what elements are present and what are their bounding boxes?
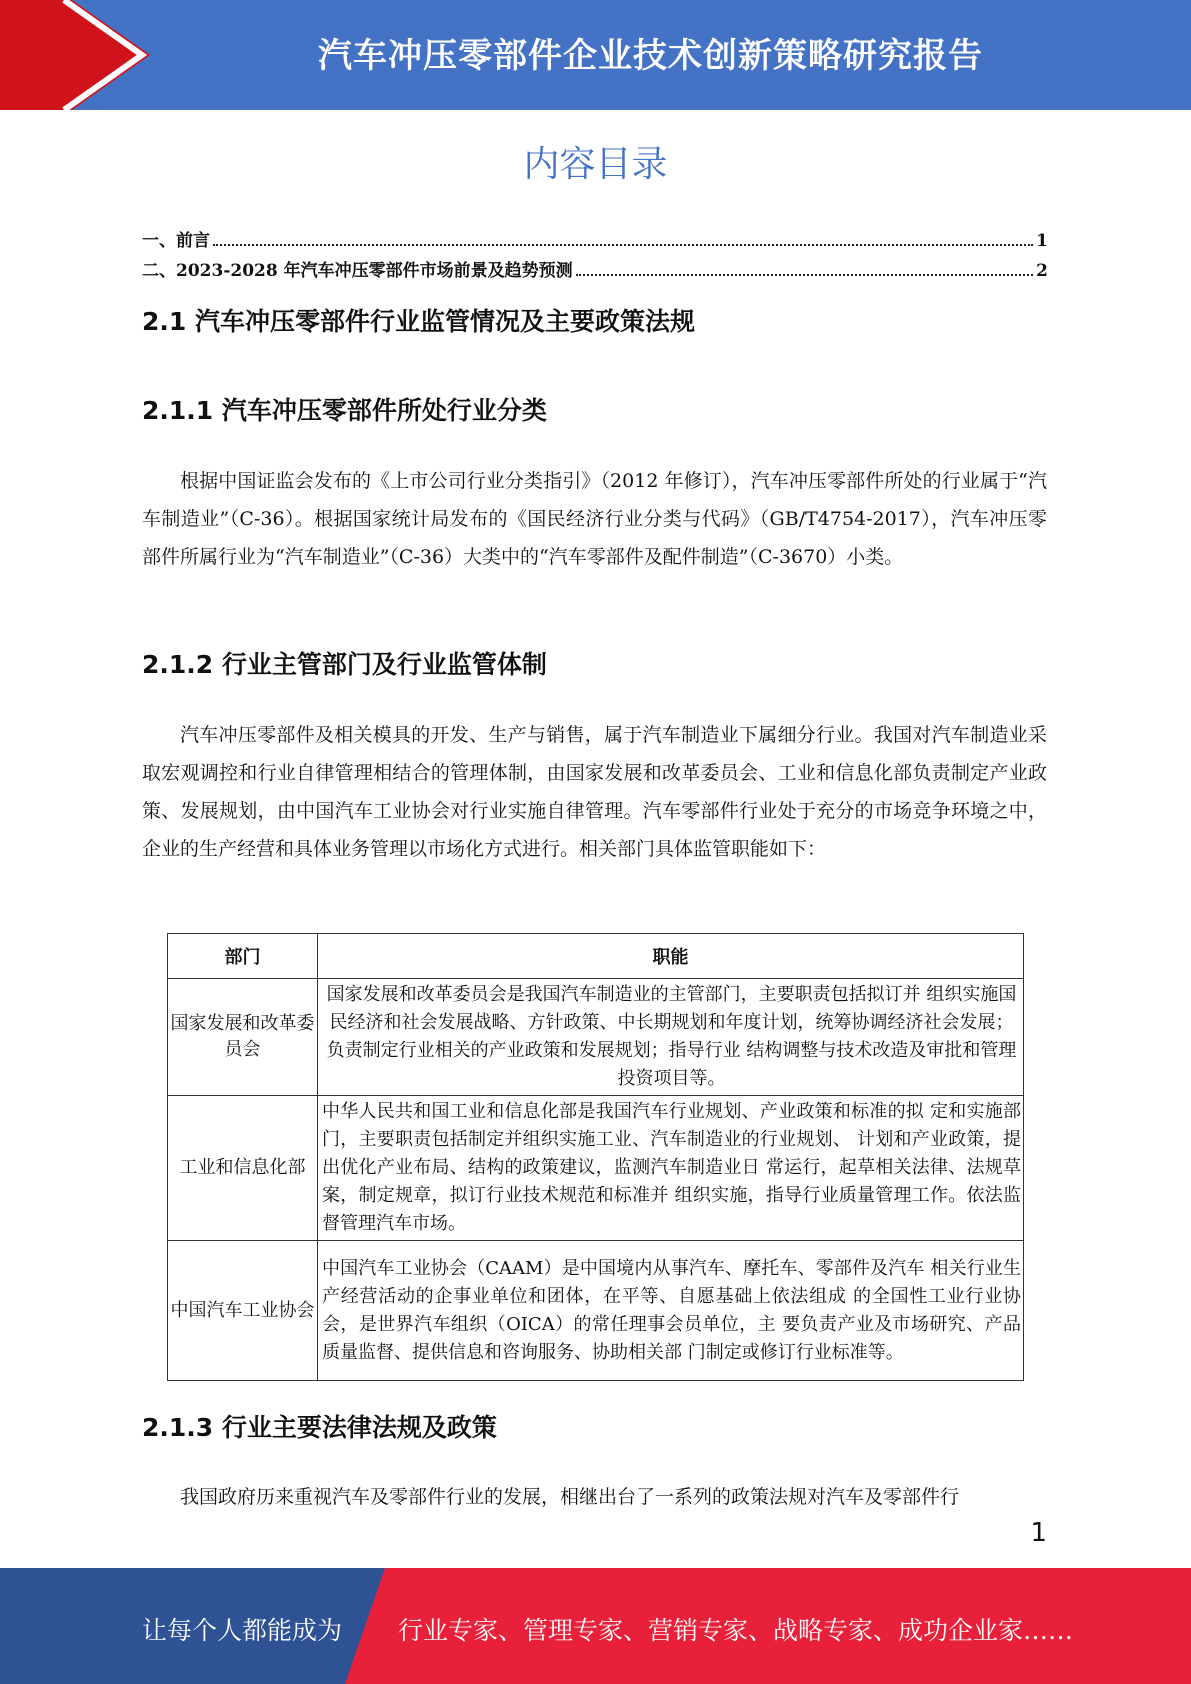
toc-leader-dots <box>213 243 1033 246</box>
table-row <box>168 979 1024 1096</box>
paragraph-regulatory-system: 汽车冲压零部件及相关模具的开发、生产与销售，属于汽车制造业下属细分行业。我国对汽车制造业采取宏观调控和行业自律管理相结合的管理体制，由国家发展和改革委员会、工业和信息化部负责制定产业政策、发展规划，由中国汽车工业协会对行业实施自律管理。汽车零部件行业处于充分的市场竞争环境之中，企业的生产经营和具体业务管理以市场化方式进行。相关部门具体监管职能如下： <box>142 724 1047 860</box>
dept-cell: 中国汽车工业协会 <box>168 1241 318 1381</box>
regulatory-duties-table <box>167 933 1024 1381</box>
toc-item-label: 二、2023-2028 年汽车冲压零部件市场前景及趋势预测 <box>142 261 573 281</box>
toc-item[interactable] <box>142 256 1048 286</box>
page-footer <box>0 1568 1191 1684</box>
table-of-contents <box>142 226 1048 286</box>
section-heading-2-1: 2.1 汽车冲压零部件行业监管情况及主要政策法规 <box>142 307 695 336</box>
toc-item-page: 2 <box>1036 261 1048 281</box>
section-heading-2-1-3: 2.1.3 行业主要法律法规及政策 <box>142 1413 497 1442</box>
footer-slogan-left: 让每个人都能成为 <box>142 1616 343 1645</box>
section-heading-2-1-1: 2.1.1 汽车冲压零部件所处行业分类 <box>142 396 547 425</box>
header-arrow-decoration <box>0 0 160 110</box>
toc-item-label: 一、前言 <box>142 231 210 251</box>
table-header-row <box>168 934 1024 979</box>
toc-item-page: 1 <box>1036 231 1048 251</box>
table-header-dept: 部门 <box>168 934 318 979</box>
duty-cell: 国家发展和改革委员会是我国汽车制造业的主管部门，主要职责包括拟订并 组织实施国民经济和社会发展战略、方针政策、中长期规划和年度计划，统筹协调经济社会发展；负责制定行业相关的产业政策和发展规划；指导行业 结构调整与技术改造及审批和管理投资项目等。 <box>318 979 1024 1096</box>
duty-cell: 中国汽车工业协会（CAAM）是中国境内从事汽车、摩托车、零部件及汽车 相关行业生产经营活动的企事业单位和团体，在平等、自愿基础上依法组成 的全国性工业行业协会，是世界汽车组织（OICA）的常任理事会员单位，主 要负责产业及市场研究、产品质量监督、提供信息和咨询服务、协助相关部 门制定或修订行业标准等。 <box>318 1241 1024 1381</box>
report-title: 汽车冲压零部件企业技术创新策略研究报告 <box>318 36 983 76</box>
dept-cell: 国家发展和改革委员会 <box>168 979 318 1096</box>
table-row <box>168 1241 1024 1381</box>
section-heading-2-1-2: 2.1.2 行业主管部门及行业监管体制 <box>142 650 547 679</box>
toc-item[interactable] <box>142 226 1048 256</box>
toc-leader-dots <box>576 273 1034 276</box>
paragraph-laws-policies: 我国政府历来重视汽车及零部件行业的发展，相继出台了一系列的政策法规对汽车及零部件行 <box>180 1486 960 1508</box>
dept-cell: 工业和信息化部 <box>168 1096 318 1241</box>
page-header <box>0 0 1191 110</box>
table-header-duty: 职能 <box>318 934 1024 979</box>
table-row <box>168 1096 1024 1241</box>
duty-cell: 中华人民共和国工业和信息化部是我国汽车行业规划、产业政策和标准的拟 定和实施部门，主要职责包括制定并组织实施工业、汽车制造业的行业规划、 计划和产业政策，提出优化产业布局、结构的政策建议，监测汽车制造业日 常运行，起草相关法律、法规草案，制定规章，拟订行业技术规范和标准并 组织实施，指导行业质量管理工作。依法监督管理汽车市场。 <box>318 1096 1024 1241</box>
footer-slogan-right: 行业专家、管理专家、营销专家、战略专家、成功企业家…… <box>398 1616 1074 1645</box>
toc-title: 内容目录 <box>523 144 668 185</box>
page-number: 1 <box>1030 1518 1047 1548</box>
paragraph-industry-classification: 根据中国证监会发布的《上市公司行业分类指引》（2012 年修订），汽车冲压零部件所处的行业属于“汽车制造业”（C-36）。根据国家统计局发布的《国民经济行业分类与代码》（GB/T4754-2017），汽车冲压零部件所属行业为“汽车制造业”（C-36）大类中的“汽车零部件及配件制造”（C-3670）小类。 <box>142 470 1047 568</box>
